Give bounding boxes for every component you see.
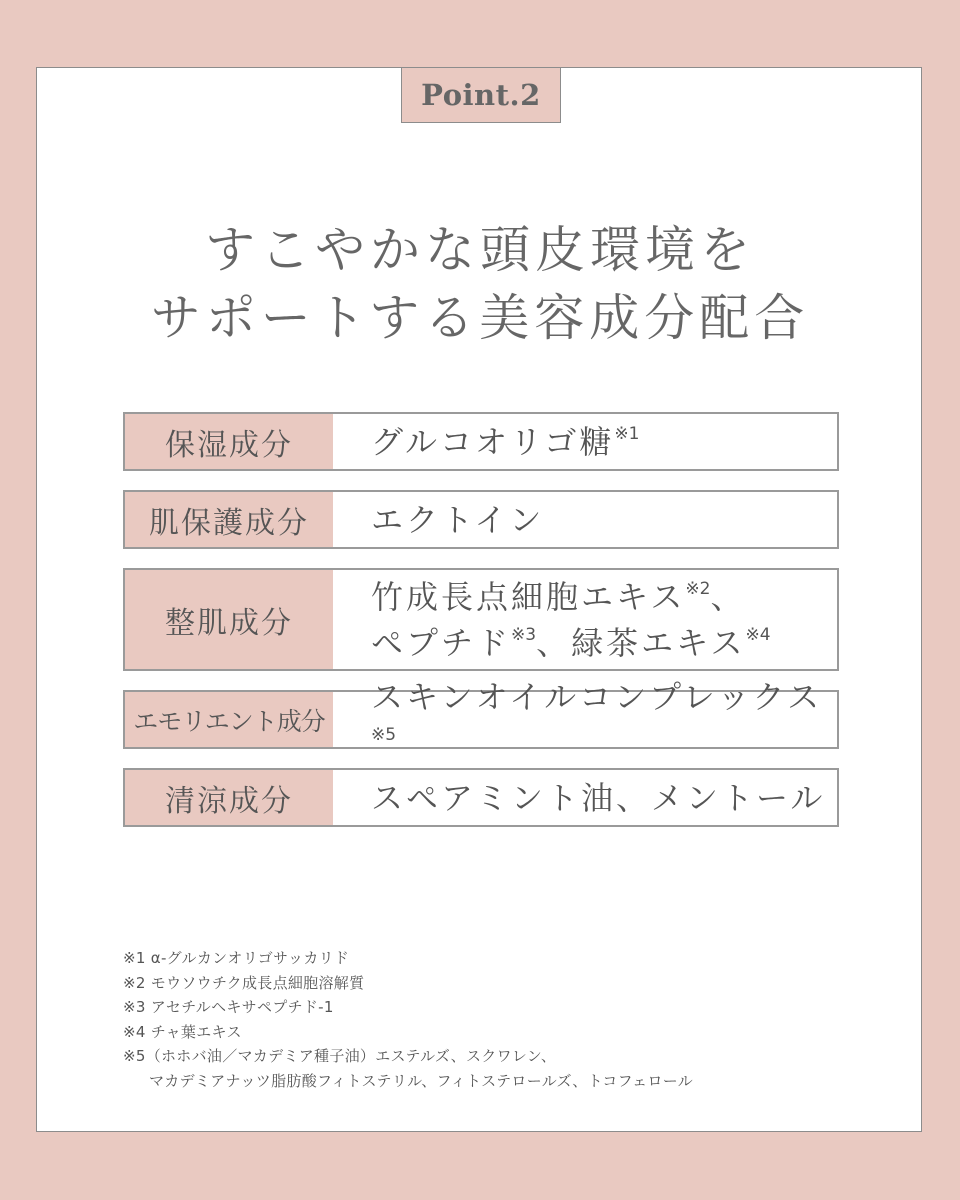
ingredient-table xyxy=(123,412,839,827)
ingredient-row-emollient xyxy=(123,677,839,749)
row-value-line xyxy=(371,497,837,543)
footnotes xyxy=(123,946,693,1093)
row-value-text: 、緑茶エキス xyxy=(536,623,746,662)
footnote: ※2 モウソウチク成長点細胞溶解質 xyxy=(123,973,365,992)
footnote-mark: ※1 xyxy=(614,423,640,444)
row-label: エモリエント成分 xyxy=(125,692,333,747)
footnote-mark: ※5 xyxy=(371,724,397,745)
row-value-text: スキンオイルコンプレックス xyxy=(371,677,823,716)
row-value-line xyxy=(371,674,837,766)
footnote-mark: ※3 xyxy=(511,624,537,645)
row-value-line xyxy=(371,574,837,620)
row-value-text: ペプチド xyxy=(371,623,512,662)
row-value-line xyxy=(371,419,837,465)
row-value xyxy=(333,677,837,747)
footnote-mark: ※4 xyxy=(745,624,771,645)
row-value-text: エクトイン xyxy=(371,500,545,539)
ingredient-row-cooling xyxy=(123,768,839,827)
row-value xyxy=(333,570,837,669)
headline-line-1: すこやかな頭皮環境を xyxy=(205,221,755,279)
row-value-text: 、 xyxy=(710,577,746,616)
row-value-line xyxy=(371,775,837,821)
point-badge: Point.2 xyxy=(401,67,561,123)
headline-line-2: サポートする美容成分配合 xyxy=(150,289,810,347)
headline xyxy=(37,216,923,352)
footnote-mark: ※2 xyxy=(685,578,711,599)
row-value-text: 竹成長点細胞エキス xyxy=(371,577,686,616)
row-value-text: スペアミント油、メントール xyxy=(371,778,826,817)
row-label: 肌保護成分 xyxy=(125,492,333,547)
footnote: ※3 アセチルヘキサペプチド-1 xyxy=(123,998,334,1016)
ingredient-row-skin-protection xyxy=(123,490,839,549)
row-value xyxy=(333,414,837,469)
row-value xyxy=(333,770,837,825)
footnote: ※5（ホホバ油／マカデミア種子油）エステルズ、スクワレン、 xyxy=(123,1047,557,1065)
footnote: ※1 α-グルカンオリゴサッカリド xyxy=(123,949,350,967)
footnote: ※4 チャ葉エキス xyxy=(123,1022,242,1041)
content-card xyxy=(36,67,922,1132)
row-value-text: グルコオリゴ糖 xyxy=(371,422,615,461)
row-label: 保湿成分 xyxy=(125,414,333,469)
row-label: 清涼成分 xyxy=(125,770,333,825)
footnote-continuation: マカデミアナッツ脂肪酸フィトステリル、フィトステロールズ、トコフェロール xyxy=(149,1071,694,1090)
row-label: 整肌成分 xyxy=(125,570,333,669)
row-value-line xyxy=(371,620,837,666)
ingredient-row-conditioning xyxy=(123,568,839,671)
row-value xyxy=(333,492,837,547)
ingredient-row-moisturizing xyxy=(123,412,839,471)
